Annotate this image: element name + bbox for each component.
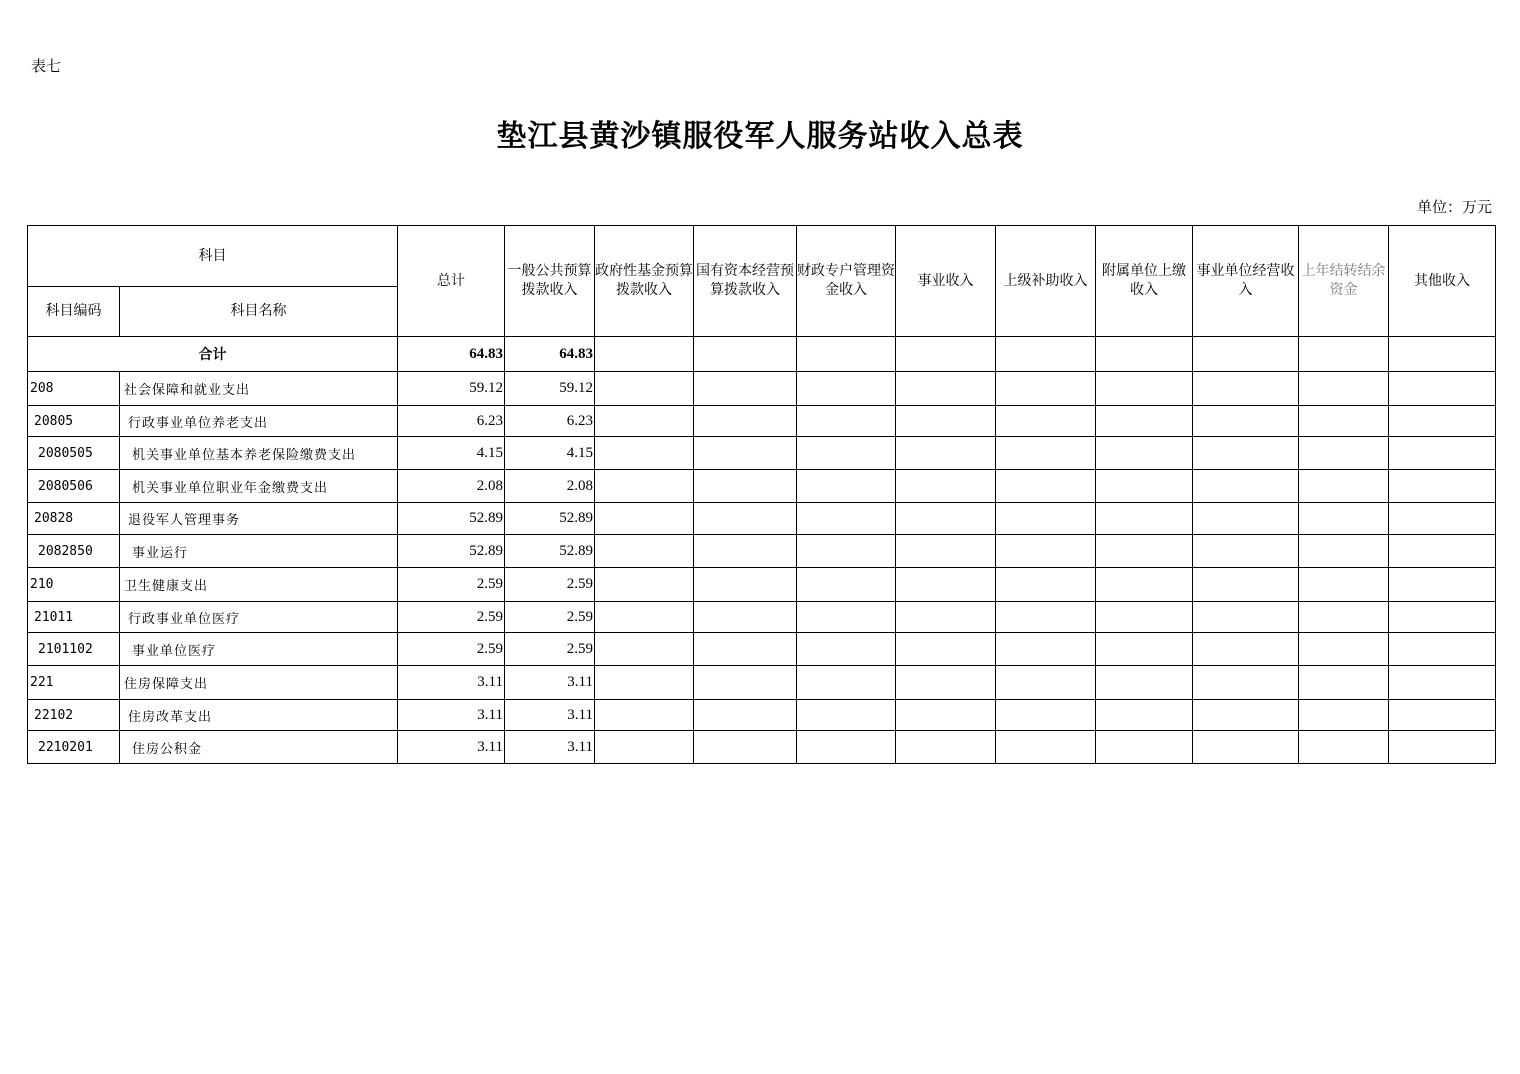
empty-cell (595, 602, 694, 633)
empty-cell (595, 337, 694, 372)
empty-cell (595, 372, 694, 406)
empty-cell (1193, 535, 1299, 568)
empty-cell (1096, 633, 1193, 666)
empty-cell (595, 470, 694, 503)
table-row (28, 437, 1496, 470)
empty-cell (797, 633, 896, 666)
row-total: 52.89 (398, 535, 505, 568)
empty-cell (797, 372, 896, 406)
empty-cell (896, 568, 996, 602)
empty-cell (1193, 602, 1299, 633)
subject-name: 住房公积金 (120, 731, 398, 764)
empty-cell (595, 568, 694, 602)
empty-cell (896, 633, 996, 666)
total-row (28, 337, 1496, 372)
table-row (28, 666, 1496, 700)
header-general-budget: 一般公共预算拨款收入 (505, 226, 595, 337)
header-state-capital: 国有资本经营预算拨款收入 (694, 226, 797, 337)
empty-cell (996, 437, 1096, 470)
empty-cell (1299, 372, 1389, 406)
empty-cell (1096, 535, 1193, 568)
empty-cell (896, 337, 996, 372)
empty-cell (896, 372, 996, 406)
subject-code: 2101102 (28, 633, 120, 666)
subject-code: 20828 (28, 503, 120, 535)
row-general-budget: 52.89 (505, 535, 595, 568)
empty-cell (996, 731, 1096, 764)
row-total: 2.08 (398, 470, 505, 503)
empty-cell (595, 731, 694, 764)
empty-cell (1299, 700, 1389, 731)
empty-cell (1299, 535, 1389, 568)
row-total: 6.23 (398, 406, 505, 437)
empty-cell (1299, 406, 1389, 437)
empty-cell (896, 602, 996, 633)
empty-cell (996, 372, 1096, 406)
empty-cell (694, 633, 797, 666)
empty-cell (1096, 700, 1193, 731)
empty-cell (1096, 731, 1193, 764)
header-carryover: 上年结转结余资金 (1299, 226, 1389, 337)
subject-name: 行政事业单位养老支出 (120, 406, 398, 437)
row-general-budget: 52.89 (505, 503, 595, 535)
empty-cell (1193, 503, 1299, 535)
header-operating-income: 事业单位经营收入 (1193, 226, 1299, 337)
row-total: 3.11 (398, 731, 505, 764)
subject-code: 22102 (28, 700, 120, 731)
row-total: 52.89 (398, 503, 505, 535)
income-table (27, 225, 1496, 764)
table-row (28, 406, 1496, 437)
empty-cell (896, 731, 996, 764)
subject-code: 20805 (28, 406, 120, 437)
subject-name: 住房保障支出 (120, 666, 398, 700)
subject-name: 事业运行 (120, 535, 398, 568)
empty-cell (694, 700, 797, 731)
empty-cell (896, 666, 996, 700)
empty-cell (1193, 372, 1299, 406)
empty-cell (896, 470, 996, 503)
empty-cell (1096, 666, 1193, 700)
empty-cell (595, 666, 694, 700)
total-general-budget: 64.83 (505, 337, 595, 372)
subject-name: 退役军人管理事务 (120, 503, 398, 535)
empty-cell (797, 602, 896, 633)
table-row (28, 731, 1496, 764)
subject-code: 221 (28, 666, 120, 700)
subject-code: 2080506 (28, 470, 120, 503)
total-total: 64.83 (398, 337, 505, 372)
empty-cell (694, 337, 797, 372)
empty-cell (797, 568, 896, 602)
empty-cell (1193, 337, 1299, 372)
empty-cell (1299, 666, 1389, 700)
empty-cell (1389, 731, 1496, 764)
header-subject: 科目 (28, 226, 398, 287)
header-special-fund: 财政专户管理资金收入 (797, 226, 896, 337)
table-row (28, 535, 1496, 568)
empty-cell (1389, 470, 1496, 503)
empty-cell (1193, 406, 1299, 437)
table-row (28, 633, 1496, 666)
empty-cell (996, 602, 1096, 633)
empty-cell (797, 731, 896, 764)
empty-cell (896, 700, 996, 731)
empty-cell (1193, 666, 1299, 700)
row-general-budget: 3.11 (505, 700, 595, 731)
subject-name: 行政事业单位医疗 (120, 602, 398, 633)
empty-cell (797, 437, 896, 470)
row-general-budget: 2.59 (505, 568, 595, 602)
header-other-income: 其他收入 (1389, 226, 1496, 337)
empty-cell (1299, 602, 1389, 633)
row-general-budget: 3.11 (505, 731, 595, 764)
empty-cell (1096, 602, 1193, 633)
empty-cell (1299, 337, 1389, 372)
empty-cell (797, 503, 896, 535)
empty-cell (1096, 470, 1193, 503)
empty-cell (1389, 372, 1496, 406)
subject-name: 机关事业单位职业年金缴费支出 (120, 470, 398, 503)
empty-cell (996, 700, 1096, 731)
table-row (28, 602, 1496, 633)
row-total: 3.11 (398, 700, 505, 731)
header-higher-subsidy: 上级补助收入 (996, 226, 1096, 337)
table-row (28, 700, 1496, 731)
empty-cell (1299, 731, 1389, 764)
row-total: 2.59 (398, 633, 505, 666)
empty-cell (1389, 666, 1496, 700)
empty-cell (996, 568, 1096, 602)
row-general-budget: 4.15 (505, 437, 595, 470)
empty-cell (1096, 372, 1193, 406)
empty-cell (896, 406, 996, 437)
empty-cell (996, 470, 1096, 503)
header-total: 总计 (398, 226, 505, 337)
empty-cell (996, 337, 1096, 372)
empty-cell (797, 700, 896, 731)
empty-cell (996, 503, 1096, 535)
empty-cell (694, 406, 797, 437)
empty-cell (1193, 470, 1299, 503)
empty-cell (1193, 437, 1299, 470)
sheet-tag: 表七 (31, 57, 62, 75)
empty-cell (595, 700, 694, 731)
page-title: 垫江县黄沙镇服役军人服务站收入总表 (496, 119, 1024, 154)
table-row (28, 568, 1496, 602)
empty-cell (996, 633, 1096, 666)
empty-cell (1193, 633, 1299, 666)
empty-cell (1096, 406, 1193, 437)
empty-cell (1299, 470, 1389, 503)
empty-cell (1389, 437, 1496, 470)
empty-cell (694, 535, 797, 568)
empty-cell (896, 503, 996, 535)
row-general-budget: 2.59 (505, 602, 595, 633)
empty-cell (595, 633, 694, 666)
row-total: 2.59 (398, 568, 505, 602)
empty-cell (1299, 503, 1389, 535)
empty-cell (694, 568, 797, 602)
subject-code: 210 (28, 568, 120, 602)
empty-cell (1193, 700, 1299, 731)
unit-label: 单位：万元 (1416, 198, 1492, 216)
empty-cell (797, 535, 896, 568)
empty-cell (1389, 406, 1496, 437)
empty-cell (595, 503, 694, 535)
subject-code: 2210201 (28, 731, 120, 764)
empty-cell (797, 337, 896, 372)
empty-cell (694, 437, 797, 470)
empty-cell (996, 666, 1096, 700)
empty-cell (694, 602, 797, 633)
empty-cell (797, 666, 896, 700)
subject-code: 208 (28, 372, 120, 406)
row-total: 4.15 (398, 437, 505, 470)
subject-code: 2082850 (28, 535, 120, 568)
row-general-budget: 3.11 (505, 666, 595, 700)
row-total: 2.59 (398, 602, 505, 633)
row-general-budget: 59.12 (505, 372, 595, 406)
empty-cell (694, 731, 797, 764)
empty-cell (1096, 437, 1193, 470)
empty-cell (1096, 337, 1193, 372)
empty-cell (1193, 568, 1299, 602)
empty-cell (694, 503, 797, 535)
empty-cell (1389, 535, 1496, 568)
empty-cell (1389, 602, 1496, 633)
empty-cell (694, 666, 797, 700)
empty-cell (1389, 633, 1496, 666)
empty-cell (896, 437, 996, 470)
subject-code: 21011 (28, 602, 120, 633)
table-row (28, 470, 1496, 503)
empty-cell (797, 406, 896, 437)
row-total: 3.11 (398, 666, 505, 700)
empty-cell (595, 406, 694, 437)
row-general-budget: 2.08 (505, 470, 595, 503)
row-total: 59.12 (398, 372, 505, 406)
empty-cell (996, 535, 1096, 568)
total-label: 合计 (28, 337, 398, 372)
subject-code: 2080505 (28, 437, 120, 470)
empty-cell (1389, 337, 1496, 372)
empty-cell (1299, 437, 1389, 470)
subject-name: 事业单位医疗 (120, 633, 398, 666)
header-affiliated-income: 附属单位上缴收入 (1096, 226, 1193, 337)
empty-cell (797, 470, 896, 503)
empty-cell (1389, 503, 1496, 535)
table-row (28, 372, 1496, 406)
empty-cell (996, 406, 1096, 437)
empty-cell (694, 372, 797, 406)
empty-cell (1193, 731, 1299, 764)
empty-cell (1096, 568, 1193, 602)
subject-name: 卫生健康支出 (120, 568, 398, 602)
empty-cell (896, 535, 996, 568)
row-general-budget: 6.23 (505, 406, 595, 437)
header-name: 科目名称 (120, 287, 398, 337)
empty-cell (1299, 633, 1389, 666)
empty-cell (1389, 568, 1496, 602)
empty-cell (1299, 568, 1389, 602)
empty-cell (694, 470, 797, 503)
header-business-income: 事业收入 (896, 226, 996, 337)
table-row (28, 503, 1496, 535)
header-gov-fund: 政府性基金预算拨款收入 (595, 226, 694, 337)
empty-cell (595, 437, 694, 470)
subject-name: 机关事业单位基本养老保险缴费支出 (120, 437, 398, 470)
subject-name: 住房改革支出 (120, 700, 398, 731)
subject-name: 社会保障和就业支出 (120, 372, 398, 406)
header-code: 科目编码 (28, 287, 120, 337)
empty-cell (1096, 503, 1193, 535)
row-general-budget: 2.59 (505, 633, 595, 666)
empty-cell (595, 535, 694, 568)
empty-cell (1389, 700, 1496, 731)
